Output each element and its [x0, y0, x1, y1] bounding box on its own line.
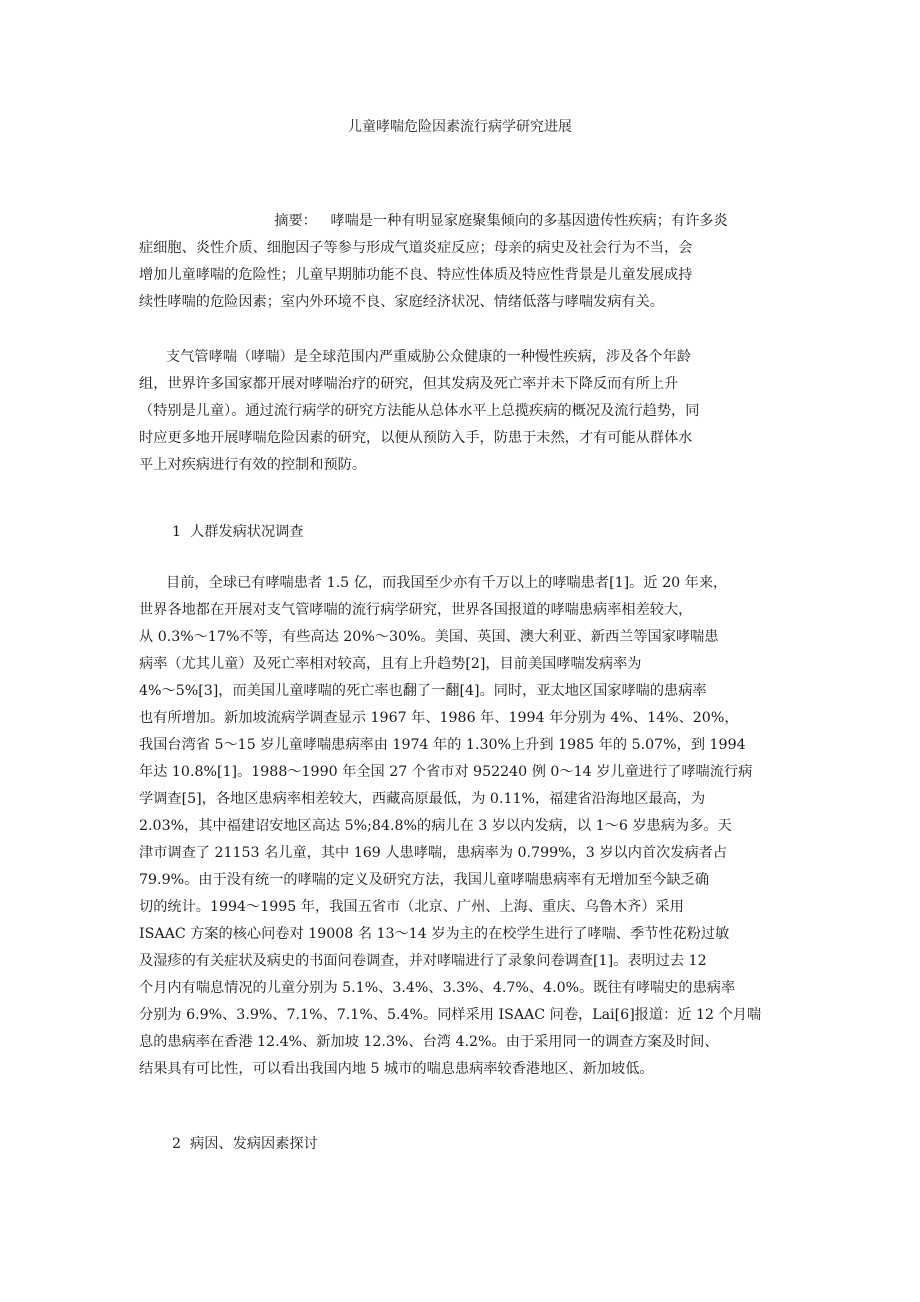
text-line: 组，世界许多国家都开展对哮喘治疗的研究，但其发病及死亡率并未下降反而有所上升 [139, 376, 679, 392]
section-heading-2: 2 病因、发病因素探讨 [172, 1136, 318, 1152]
text-line: 续性哮喘的危险因素；室内外环境不良、家庭经济状况、情绪低落与哮喘发病有关。 [139, 294, 664, 310]
text-line: 切的统计。1994～1995 年，我国五省市（北京、广州、上海、重庆、乌鲁木齐）采用 [139, 899, 684, 915]
text-line: 2.03%，其中福建诏安地区高达 5%;84.8%的病儿在 3 岁以内发病，以 1～6 岁患病为多。天 [139, 818, 732, 834]
section-1-paragraph [139, 570, 789, 1083]
text-line: 学调查[5]，各地区患病率相差较大，西藏高原最低，为 0.11%，福建省沿海地区最高，为 [139, 791, 706, 807]
text-line: 及湿疹的有关症状及病史的书面问卷调查，并对哮喘进行了录象问卷调查[1]。表明过去 12 [139, 953, 707, 969]
document-title: 儿童哮喘危险因素流行病学研究进展 [348, 119, 572, 135]
text-line: 分别为 6.9%、3.9%、7.1%、7.1%、5.4%。同样采用 ISAAC 问卷，Lai[6]报道：近 12 个月喘 [139, 1007, 762, 1023]
abstract-paragraph [139, 208, 789, 316]
text-line: 摘要： 哮喘是一种有明显家庭聚集倾向的多基因遗传性疾病；有许多炎 [139, 213, 728, 229]
text-line: 个月内有喘息情况的儿童分别为 5.1%、3.4%、3.3%、4.7%、4.0%。既往有哮喘史的患病率 [139, 980, 736, 996]
text-line: ISAAC 方案的核心问卷对 19008 名 13～14 岁为主的在校学生进行了哮喘、季节性花粉过敏 [139, 926, 730, 942]
text-line: 支气管哮喘（哮喘）是全球范围内严重威胁公众健康的一种慢性疾病，涉及各个年龄 [139, 349, 691, 365]
text-line: 病率（尤其儿童）及死亡率相对较高，且有上升趋势[2]，目前美国哮喘发病率为 [139, 656, 642, 672]
text-line: 世界各地都在开展对支气管哮喘的流行病学研究，世界各国报道的哮喘患病率相差较大， [139, 602, 693, 618]
text-line: 增加儿童哮喘的危险性；儿童早期肺功能不良、特应性体质及特应性背景是儿童发展成持 [139, 267, 693, 283]
text-line: 我国台湾省 5～15 岁儿童哮喘患病率由 1974 年的 1.30%上升到 1985 年的 5.07%，到 1994 [139, 737, 746, 753]
text-line: 症细胞、炎性介质、细胞因子等参与形成气道炎症反应；母亲的病史及社会行为不当，会 [139, 240, 693, 256]
text-line: 从 0.3%～17%不等，有些高达 20%～30%。美国、英国、澳大利亚、新西兰等国家哮喘患 [139, 629, 719, 645]
intro-paragraph [139, 344, 789, 479]
text-line: 也有所增加。新加坡流病学调查显示 1967 年、1986 年、1994 年分别为 4%、14%、20%， [139, 710, 739, 726]
text-line: 津市调查了 21153 名儿童，其中 169 人患哮喘，患病率为 0.799%，3 岁以内首次发病者占 [139, 845, 728, 861]
text-line: 目前，全球已有哮喘患者 1.5 亿，而我国至少亦有千万以上的哮喘患者[1]。近 20 年来， [139, 575, 728, 591]
text-line: （特别是儿童）。通过流行病学的研究方法能从总体水平上总揽疾病的概况及流行趋势，同 [139, 403, 700, 419]
text-line: 结果具有可比性，可以看出我国内地 5 城市的喘息患病率较香港地区、新加坡低。 [139, 1061, 654, 1077]
text-line: 4%～5%[3]，而美国儿童哮喘的死亡率也翻了一翻[4]。同时，亚太地区国家哮喘的患病率 [139, 683, 707, 699]
text-line: 息的患病率在香港 12.4%、新加坡 12.3%、台湾 4.2%。由于采用同一的调查方案及时间、 [139, 1034, 719, 1050]
text-line: 79.9%。由于没有统一的哮喘的定义及研究方法，我国儿童哮喘患病率有无增加至今缺乏确 [139, 872, 710, 888]
section-heading-1: 1 人群发病状况调查 [172, 524, 304, 540]
text-line: 平上对疾病进行有效的控制和预防。 [139, 457, 367, 473]
text-line: 年达 10.8%[1]。1988～1990 年全国 27 个省市对 952240 例 0～14 岁儿童进行了哮喘流行病 [139, 764, 753, 780]
text-line: 时应更多地开展哮喘危险因素的研究，以便从预防入手，防患于未然，才有可能从群体水 [139, 430, 693, 446]
